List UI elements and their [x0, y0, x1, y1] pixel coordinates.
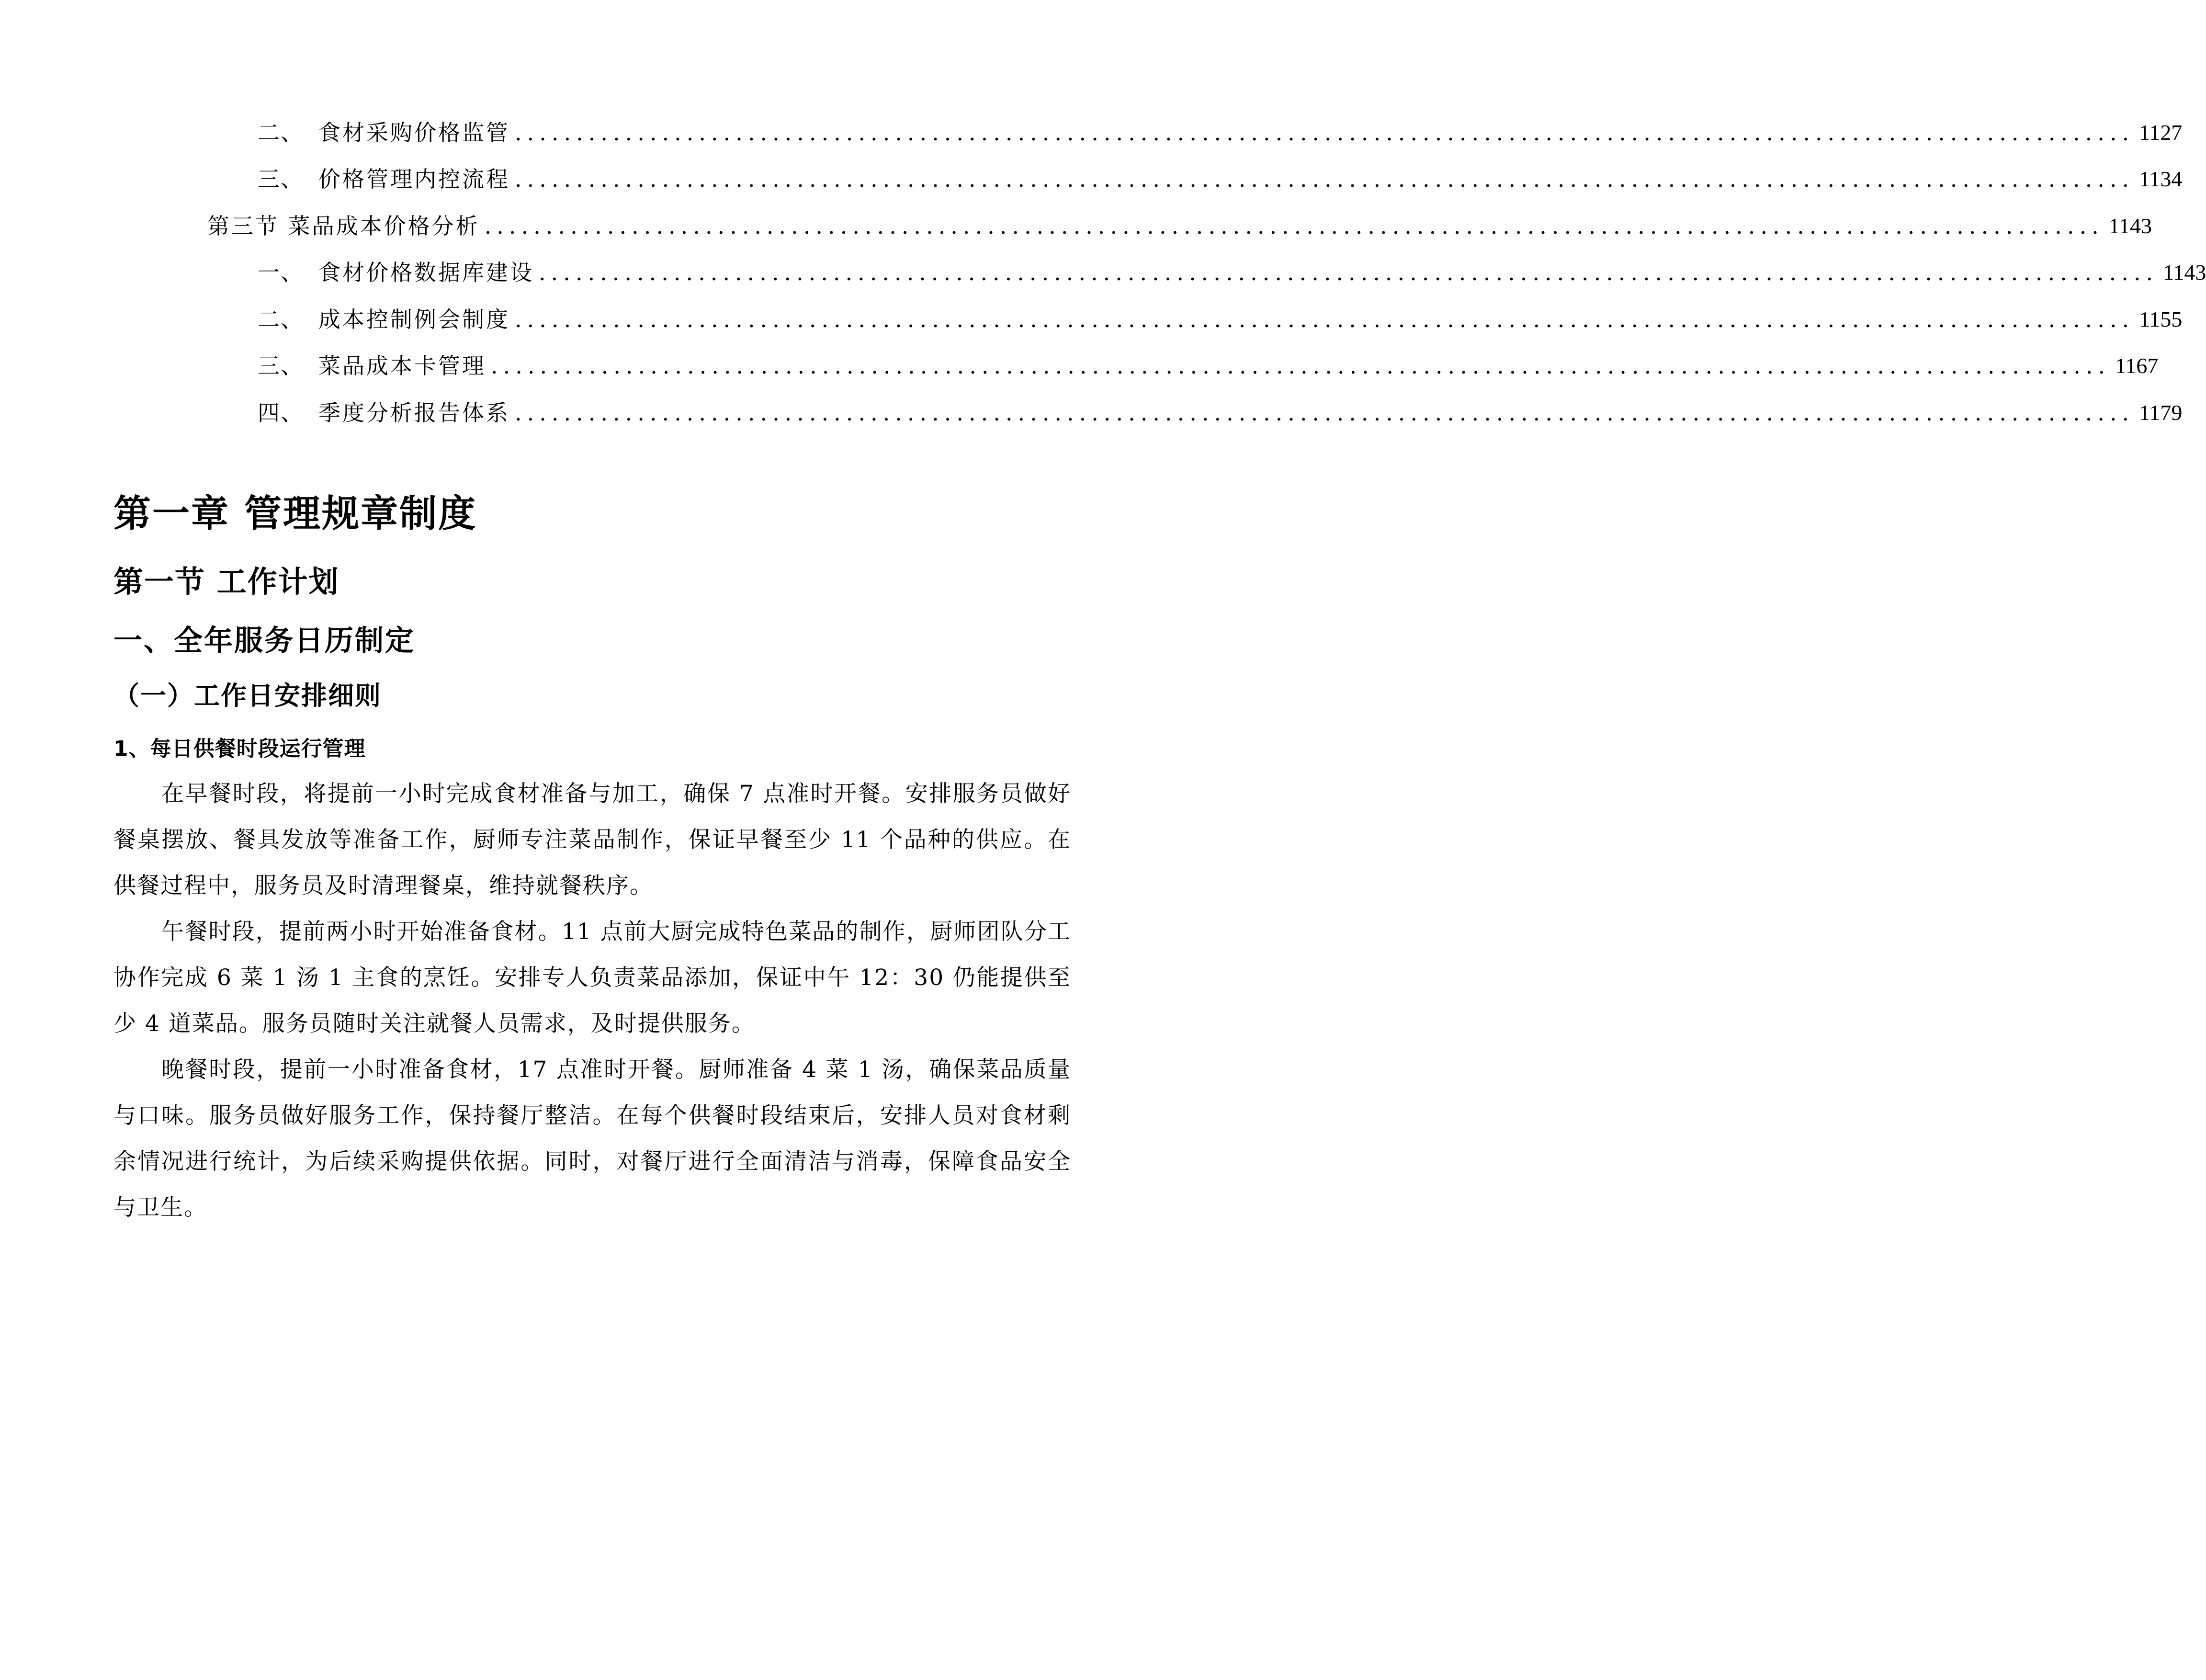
toc-dot-leader: .................................................................................................................................... — [491, 353, 2111, 379]
toc-entry[interactable] — [258, 394, 2183, 427]
toc-entry-page: 1143 — [2108, 214, 2152, 238]
paragraph: 晚餐时段，提前一小时准备食材，17 点准时开餐。厨师准备 4 菜 1 汤，确保菜品质量与口味。服务员做好服务工作，保持餐厅整洁。在每个供餐时段结束后，安排人员对食材剩余情况进行统计，为后续采购提供依据。同时，对餐厅进行全面清洁与消毒，保障食品安全与卫生。 — [113, 1056, 1071, 1221]
chapter-heading: 第一章 管理规章制度 — [113, 492, 477, 535]
toc-entry[interactable] — [258, 114, 2183, 147]
subitem-heading: （一）工作日安排细则 — [113, 681, 382, 711]
toc-dot-leader: .................................................................................................................................... — [539, 260, 2159, 285]
toc-entry[interactable] — [258, 300, 2183, 334]
toc-entry-page: 1167 — [2115, 353, 2159, 378]
toc-entry-title: 食材采购价格监管 — [318, 120, 510, 146]
toc-entry-title: 第三节 菜品成本价格分析 — [207, 213, 480, 239]
toc-entry-number: 四、 — [258, 400, 304, 426]
paragraph: 午餐时段，提前两小时开始准备食材。11 点前大厨完成特色菜品的制作，厨师团队分工协作完成 6 菜 1 汤 1 主食的烹饪。安排专人负责菜品添加，保证中午 12：30 仍能提供至少 4 道菜品。服务员随时关注就餐人员需求，及时提供服务。 — [113, 919, 1071, 1037]
item-heading: 一、全年服务日历制定 — [113, 624, 415, 658]
toc-entry[interactable] — [258, 160, 2183, 193]
paragraph: 在早餐时段，将提前一小时完成食材准备与加工，确保 7 点准时开餐。安排服务员做好餐桌摆放、餐具发放等准备工作，厨师专注菜品制作，保证早餐至少 11 个品种的供应。在供餐过程中，服务员及时清理餐桌，维持就餐秩序。 — [113, 781, 1071, 899]
section-heading: 第一节 工作计划 — [113, 564, 339, 599]
toc-entry-number: 三、 — [258, 166, 304, 192]
toc-entry-title: 菜品成本卡管理 — [318, 353, 486, 379]
toc-entry-page: 1143 — [2163, 260, 2206, 284]
toc-entry-title: 价格管理内控流程 — [318, 166, 510, 192]
toc-entry-page: 1127 — [2139, 120, 2183, 145]
toc-dot-leader: .................................................................................................................................... — [484, 213, 2104, 239]
toc-entry-page: 1134 — [2139, 167, 2183, 191]
body-text — [113, 771, 1071, 1231]
toc-entry[interactable] — [207, 207, 2152, 240]
toc-entry-page: 1179 — [2139, 400, 2183, 425]
toc-dot-leader: .................................................................................................................................... — [515, 306, 2135, 332]
toc-entry[interactable] — [258, 347, 2159, 380]
toc-entry-number: 一、 — [258, 260, 304, 285]
toc-entry-number: 三、 — [258, 353, 304, 379]
toc-entry-title: 成本控制例会制度 — [318, 306, 510, 332]
point-heading: 1、每日供餐时段运行管理 — [113, 737, 366, 761]
toc-dot-leader: .................................................................................................................................... — [515, 166, 2135, 192]
toc-entry-page: 1155 — [2139, 307, 2183, 331]
toc-entry-title: 季度分析报告体系 — [318, 400, 510, 426]
toc-dot-leader: .................................................................................................................................... — [515, 120, 2135, 146]
toc-entry[interactable] — [258, 253, 2206, 287]
toc-dot-leader: .................................................................................................................................... — [515, 400, 2135, 426]
toc-entry-title: 食材价格数据库建设 — [318, 260, 534, 285]
toc-entry-number: 二、 — [258, 120, 304, 146]
toc-entry-number: 二、 — [258, 306, 304, 332]
